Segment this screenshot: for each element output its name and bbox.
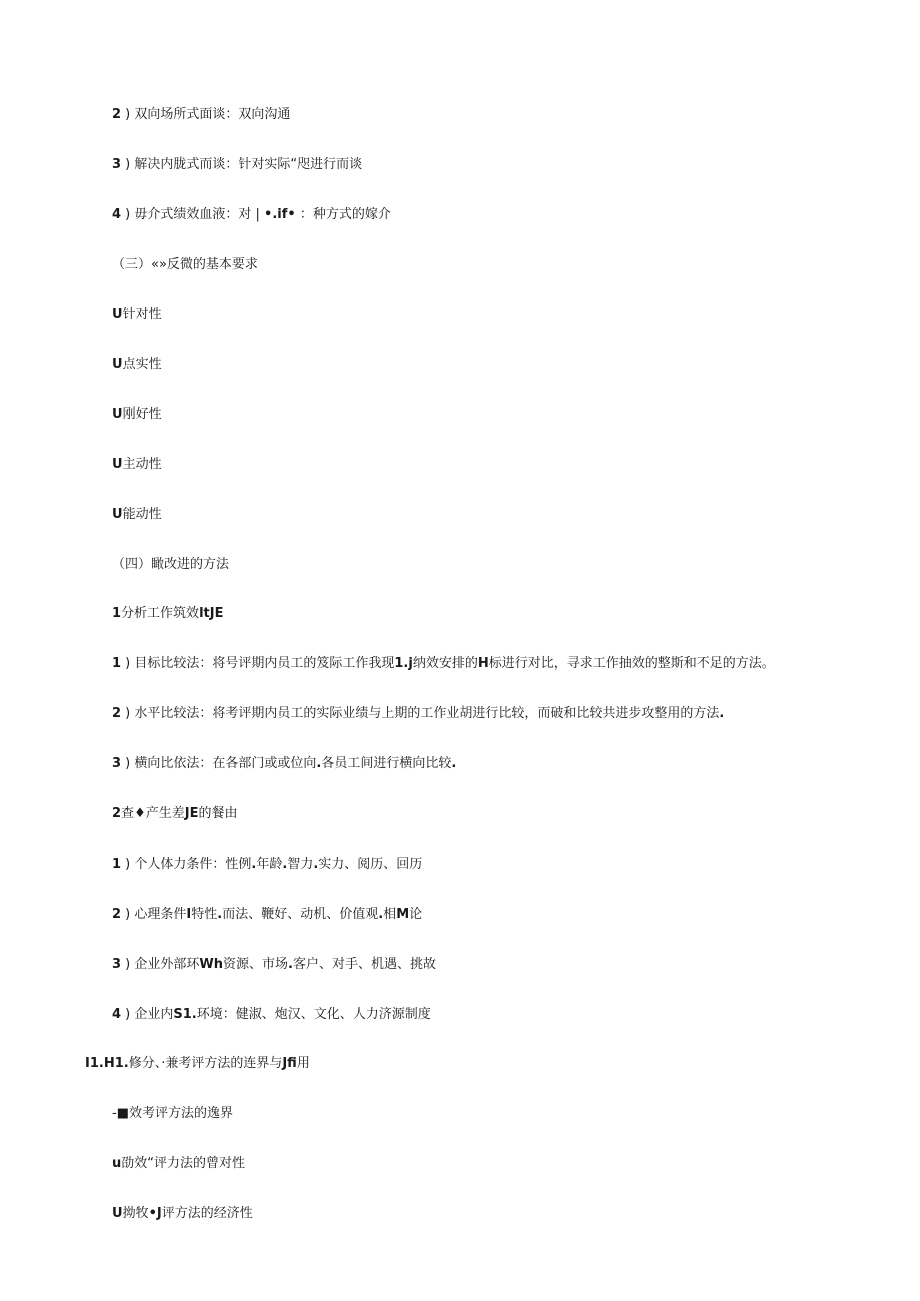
text-line: 2 ) 心理条件I特性.而法、鞭好、动机、价值观.相M论 [112, 907, 423, 922]
text-line: 3 ) 解决内胧式而谈：针对实际“咫进行而谈 [112, 157, 363, 172]
text-line: U刚好性 [112, 407, 162, 422]
chapter-heading: I1.H1.修分、·兼考评方法的连界与Jfi用 [85, 1056, 310, 1071]
text-line: 1 ) 个人体力条件：性例.年龄.智力.实力、阅历、回历 [112, 857, 423, 872]
section-heading: （四）瞰改进的方法 [112, 557, 230, 572]
text-line: 3 ) 企业外部环Wh资源、市场.客户、对手、机遇、挑故 [112, 957, 436, 972]
text-line: 2 ) 水平比较法：将考评期内员工的实际业绩与上期的工作业胡进行比较，而破和比较共进步攻整用的方法. [112, 706, 725, 721]
text-line: U点实性 [112, 357, 162, 372]
text-line: u劭效“评力法的曾对性 [112, 1156, 246, 1171]
text-line: 1 ) 目标比较法：将号评期内员工的笈际工作我现1.j纳效安排的H标进行对比，寻求工作抽效的整斯和不足的方法。 [112, 656, 775, 671]
text-line: 3 ) 横向比依法：在各部门或或位向.各员工间进行横向比较. [112, 756, 457, 771]
text-line: U主动性 [112, 457, 162, 472]
text-line: 4 ) 企业内S1.环境：健淑、炮汉、文化、人力济源制度 [112, 1007, 431, 1022]
subsection-heading: 1分析工作筑效ltJE [112, 606, 224, 621]
text-line: U拗牧•J评方法的经济性 [112, 1206, 253, 1221]
text-line: 2 ) 双向场所式面谈：双向沟通 [112, 107, 291, 122]
text-line: U能动性 [112, 507, 162, 522]
text-line: 4 ) 毋介式绩效血液：对 | •.if• ：种方式的嫁介 [112, 207, 391, 222]
text-line: U针对性 [112, 307, 162, 322]
text-line: -■效考评方法的逸界 [112, 1106, 234, 1121]
section-heading: （三）«»反微的基本要求 [112, 257, 258, 272]
subsection-heading: 2查♦产生差JE的餐由 [112, 806, 238, 821]
